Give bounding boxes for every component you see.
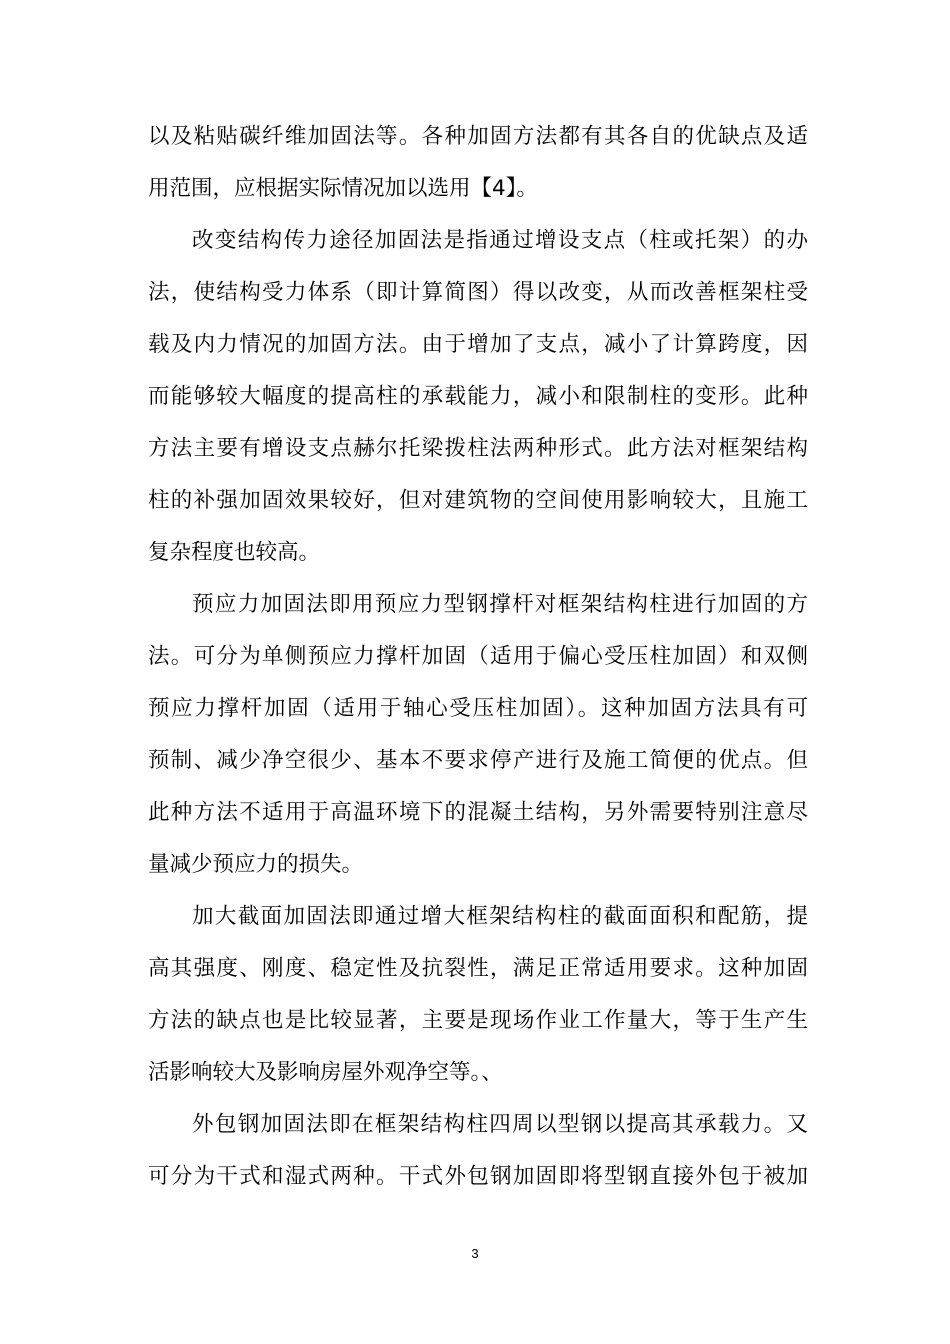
paragraph-first-line: 加大截面加固法即通过增大框架结构柱的截面面积和配筋，提 [192,904,808,929]
text-line: 高其强度、刚度、稳定性及抗裂性，满足正常适用要求。这种加固 [148,956,808,981]
text-line: 方法主要有增设支点赫尔托梁拨柱法两种形式。此方法对框架结构 [148,436,808,461]
paragraph-first-line: 外包钢加固法即在框架结构柱四周以型钢以提高其承载力。又 [192,1112,808,1137]
page-number: 3 [471,1246,479,1261]
text-line: 活影响较大及影响房屋外观净空等。、 [148,1060,503,1085]
text-line: 可分为干式和湿式两种。干式外包钢加固即将型钢直接外包于被加 [148,1164,808,1189]
text-line: 方法的缺点也是比较显著，主要是现场作业工作量大，等于生产生 [148,1008,808,1033]
text-line: 预应力撑杆加固（适用于轴心受压柱加固）。这种加固方法具有可 [148,696,808,721]
paragraph-first-line: 预应力加固法即用预应力型钢撑杆对框架结构柱进行加固的方 [192,592,808,617]
text-line: 而能够较大幅度的提高柱的承载能力，减小和限制柱的变形。此种 [148,384,808,409]
text-line: 法，使结构受力体系（即计算简图）得以改变，从而改善框架柱受 [148,280,808,305]
text-line: 此种方法不适用于高温环境下的混凝土结构，另外需要特别注意尽 [148,800,808,825]
text-line: 载及内力情况的加固方法。由于增加了支点，减小了计算跨度，因 [148,332,808,357]
text-line: 复杂程度也较高。 [148,540,321,565]
text-line: 以及粘贴碳纤维加固法等。各种加固方法都有其各自的优缺点及适 [148,124,808,149]
text-line: 柱的补强加固效果较好，但对建筑物的空间使用影响较大，且施工 [148,488,808,513]
text-line: 预制、减少净空很少、基本不要求停产进行及施工简便的优点。但 [148,748,808,773]
paragraph-first-line: 改变结构传力途径加固法是指通过增设支点（柱或托架）的办 [192,228,808,253]
text-line: 量减少预应力的损失。 [148,852,364,877]
text-line: 法。可分为单侧预应力撑杆加固（适用于偏心受压柱加固）和双侧 [148,644,808,669]
text-line: 用范围，应根据实际情况加以选用【4】。 [148,176,538,201]
